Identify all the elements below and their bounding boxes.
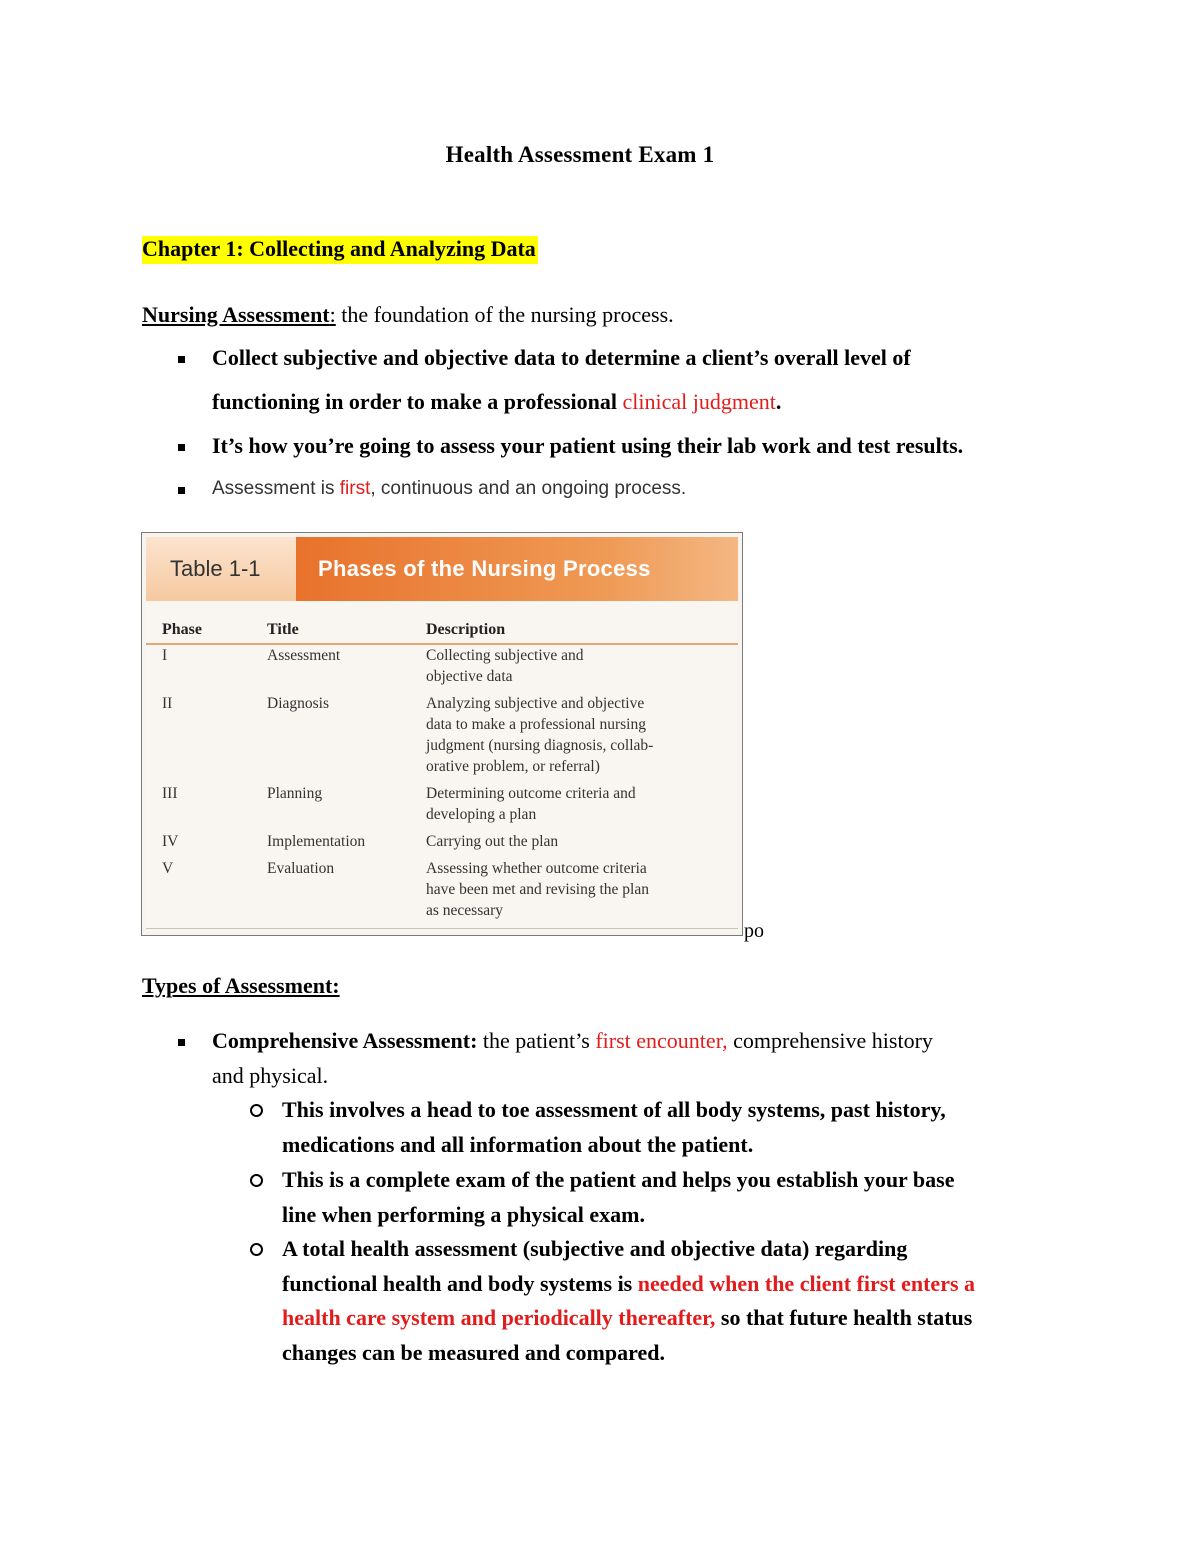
row-desc-line: Collecting subjective and [426, 647, 584, 664]
row-desc-line: as necessary [426, 902, 504, 919]
table-title: Phases of the Nursing Process [296, 537, 738, 601]
nursing-assessment-definition [142, 302, 674, 328]
row-title: Implementation [267, 833, 366, 850]
bullet-1-line1: Collect subjective and objective data to determine a client’s overall level of [212, 345, 911, 370]
bullet-3 [212, 478, 686, 500]
clinical-judgment-highlight: clinical judgment [622, 389, 776, 414]
types-heading-text: Types of Assessment: [142, 973, 340, 998]
comprehensive-term: Comprehensive Assessment: [212, 1028, 478, 1053]
term-colon: : [329, 302, 336, 327]
row-phase: V [162, 860, 174, 877]
sub-bullet-2-line2: line when performing a physical exam. [282, 1202, 645, 1227]
column-header-description: Description [426, 621, 506, 638]
chapter-heading: Chapter 1: Collecting and Analyzing Data [142, 236, 538, 264]
table-header-band [146, 537, 738, 601]
sub-bullet-3-line3 [282, 1305, 972, 1331]
column-header-phase: Phase [162, 621, 202, 638]
row-phase: IV [162, 833, 179, 850]
sub-bullet-3-line1: A total health assessment (subjective and objective data) regarding [282, 1236, 908, 1261]
document-title: Health Assessment Exam 1 [445, 142, 715, 167]
table-number: Table 1-1 [146, 537, 296, 601]
sub-bullet-3-line4: changes can be measured and compared. [282, 1340, 665, 1365]
row-title: Assessment [267, 647, 341, 664]
nursing-assessment-def: the foundation of the nursing process. [335, 302, 674, 327]
table-bottom-rule [146, 928, 738, 930]
bullet-3-text: Assessment is [212, 478, 340, 499]
row-title: Evaluation [267, 860, 335, 877]
periodic-highlight: health care system and periodically thereafter, [282, 1305, 716, 1330]
comprehensive-text: the patient’s [477, 1028, 596, 1053]
nursing-assessment-term: Nursing Assessment [142, 302, 330, 327]
square-bullet-icon [178, 356, 185, 363]
row-phase: I [162, 647, 168, 664]
comprehensive-text-2: comprehensive history [727, 1028, 933, 1053]
circle-bullet-icon [250, 1104, 263, 1117]
bullet-2: It’s how you’re going to assess your patient using their lab work and test results. [212, 433, 964, 458]
trailing-text: po [744, 920, 764, 942]
bullet-1-period: . [775, 389, 782, 414]
row-phase: III [162, 785, 178, 802]
column-header-title: Title [267, 621, 299, 638]
row-desc-line: have been met and revising the plan [426, 881, 649, 898]
entry-highlight: needed when the client first enters a [637, 1271, 976, 1296]
types-heading [142, 973, 340, 999]
row-phase: II [162, 695, 173, 712]
phases-table-figure [141, 532, 743, 936]
sub-bullet-3-text: functional health and body systems is [282, 1271, 638, 1296]
comprehensive-line2: and physical. [212, 1063, 329, 1088]
row-desc-line: orative problem, or referral) [426, 758, 600, 775]
row-desc-line: Analyzing subjective and objective [426, 695, 645, 712]
sub-bullet-2-line1: This is a complete exam of the patient and helps you establish your base [282, 1167, 955, 1192]
sub-bullet-1-line1: This involves a head to toe assessment of all body systems, past history, [282, 1097, 946, 1122]
bullet-1-line2 [212, 389, 781, 415]
row-desc-line: judgment (nursing diagnosis, collab- [426, 737, 654, 754]
circle-bullet-icon [250, 1174, 263, 1187]
first-encounter-highlight: first encounter, [595, 1028, 728, 1053]
row-desc-line: Determining outcome criteria and [426, 785, 636, 802]
row-desc-line: data to make a professional nursing [426, 716, 646, 733]
row-desc-line: Carrying out the plan [426, 833, 559, 850]
sub-bullet-3-line2 [282, 1271, 975, 1297]
circle-bullet-icon [250, 1243, 263, 1256]
row-desc-line: objective data [426, 668, 513, 685]
sub-bullet-1-line2: medications and all information about the patient. [282, 1132, 754, 1157]
first-highlight: first [339, 478, 371, 499]
row-title: Planning [267, 785, 323, 802]
bullet-1-text: functioning in order to make a professional [212, 389, 623, 414]
square-bullet-icon [178, 487, 185, 494]
square-bullet-icon [178, 444, 185, 451]
comprehensive-line1 [212, 1028, 933, 1054]
table-body [146, 537, 738, 931]
bullet-3-rest: , continuous and an ongoing process. [370, 478, 687, 499]
row-title: Diagnosis [267, 695, 329, 712]
square-bullet-icon [178, 1039, 185, 1046]
row-desc-line: developing a plan [426, 806, 537, 823]
row-desc-line: Assessing whether outcome criteria [426, 860, 647, 877]
sub-bullet-3-rest: so that future health status [715, 1305, 973, 1330]
